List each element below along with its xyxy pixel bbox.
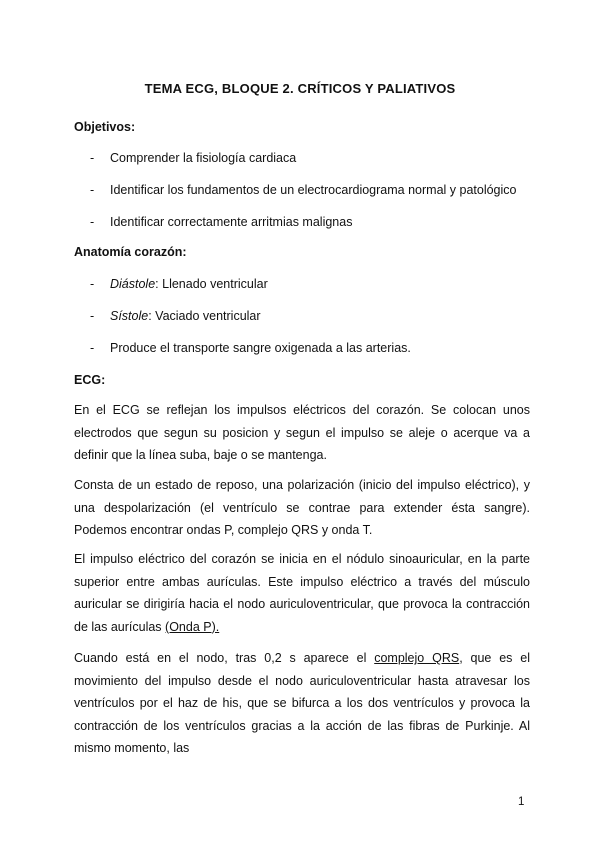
onda-p-reference: (Onda P). bbox=[165, 619, 220, 634]
dash-bullet: - bbox=[90, 215, 95, 229]
list-item-text: Produce el transporte sangre oxigenada a las arterias. bbox=[110, 341, 411, 355]
dash-bullet: - bbox=[90, 277, 95, 291]
objetivos-heading: Objetivos: bbox=[74, 120, 136, 134]
paragraph-text: Cuando está en el nodo, tras 0,2 s aparece el bbox=[74, 651, 375, 665]
list-item-text: Comprender la fisiología cardiaca bbox=[110, 151, 297, 165]
term-sistole: Sístole bbox=[110, 309, 149, 323]
dash-bullet: - bbox=[90, 151, 95, 165]
list-item bbox=[74, 214, 534, 246]
page-title: TEMA ECG, BLOQUE 2. CRÍTICOS Y PALIATIVOS bbox=[144, 81, 456, 96]
complejo-qrs-reference: complejo QRS bbox=[374, 651, 460, 665]
dash-bullet: - bbox=[90, 341, 95, 355]
term-definition: : Vaciado ventricular bbox=[148, 309, 261, 323]
list-item-text: Identificar los fundamentos de un electrocardiograma normal y patológico bbox=[110, 183, 517, 197]
list-item-text bbox=[110, 308, 261, 324]
ecg-heading: ECG: bbox=[74, 373, 106, 387]
ecg-paragraph-3 bbox=[74, 548, 530, 638]
list-item-text: Identificar correctamente arritmias malignas bbox=[110, 215, 353, 229]
paragraph-text: El impulso eléctrico del corazón se inicia en el nódulo sinoauricular, en la parte superior entre ambas aurículas. Este impulso eléctrico a través del músculo auricular se dirigiría hacia el nodo auriculoventricular, que provoca la contracción de las aurículas bbox=[74, 552, 530, 634]
list-item bbox=[74, 308, 534, 340]
ecg-paragraph-1: En el ECG se reflejan los impulsos eléctricos del corazón. Se colocan unos electrodos que segun su posicion y segun el impulso se aleje o acerque va a definir que la línea suba, baje o se mantenga. bbox=[74, 403, 530, 462]
page-number: 1 bbox=[518, 796, 525, 808]
ecg-paragraph-4 bbox=[74, 647, 530, 760]
term-definition: : Llenado ventricular bbox=[155, 277, 268, 291]
list-item bbox=[74, 276, 534, 308]
ecg-paragraph-2: Consta de un estado de reposo, una polarización (inicio del impulso eléctrico), y una despolarización (el ventrículo se contrae para extender ésta sangre). Podemos encontrar ondas P, complejo QRS y onda T. bbox=[74, 478, 530, 537]
dash-bullet: - bbox=[90, 309, 95, 323]
list-item bbox=[74, 182, 534, 214]
list-item bbox=[74, 150, 534, 182]
dash-bullet: - bbox=[90, 183, 95, 197]
anatomia-heading: Anatomía corazón: bbox=[74, 245, 187, 259]
objetivos-list bbox=[74, 150, 534, 246]
anatomia-list bbox=[74, 276, 534, 372]
term-diastole: Diástole bbox=[110, 277, 156, 291]
list-item-text bbox=[110, 276, 268, 292]
list-item bbox=[74, 340, 534, 372]
paragraph-text: , que es el movimiento del impulso desde el nodo auriculoventricular hasta atravesar los ventrículos por el haz de his, que se bifurca a los dos ventrículos y provoca la contracción de los ventrículos gracias a la acción de las fibras de Purkinje. Al mismo momento, las bbox=[74, 651, 531, 755]
